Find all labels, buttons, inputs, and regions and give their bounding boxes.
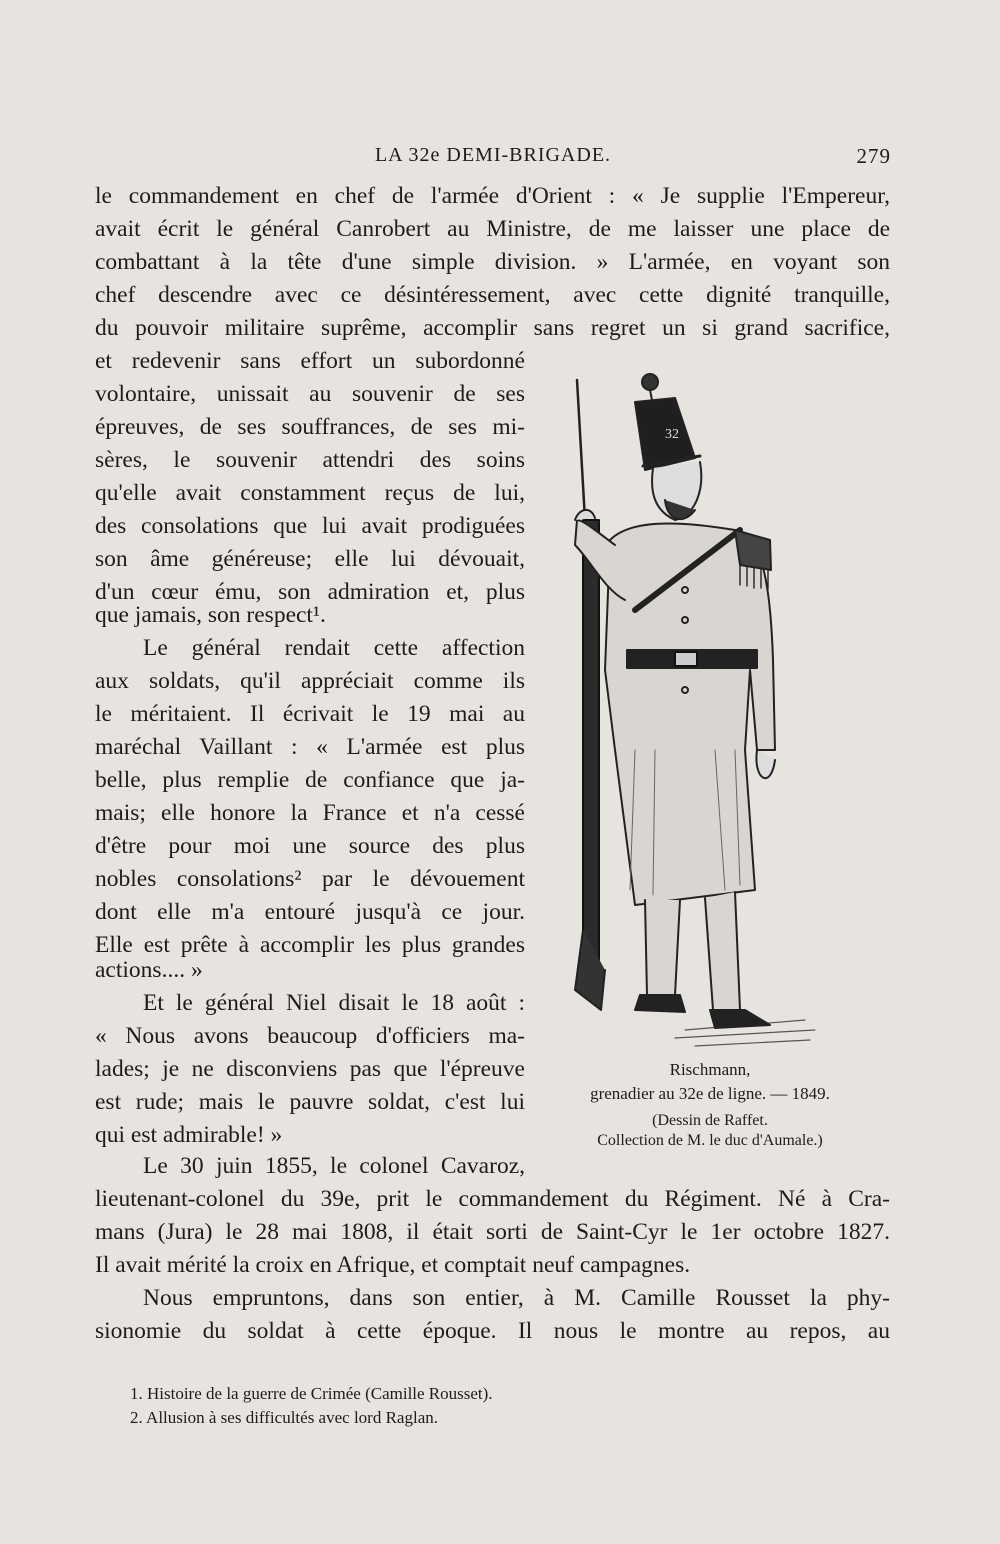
body-line: sionomie du soldat à cette époque. Il nous le montre au repos, au <box>95 1318 890 1344</box>
page-number: 279 <box>856 144 891 168</box>
body-line: « Nous avons beaucoup d'officiers ma- <box>95 1023 525 1049</box>
body-line: Elle est prête à accomplir les plus grandes <box>95 932 525 958</box>
footnote: 1. Histoire de la guerre de Crimée (Camille Rousset). <box>130 1384 493 1403</box>
body-line: épreuves, de ses souffrances, de ses mi- <box>95 414 525 440</box>
body-line: nobles consolations² par le dévouement <box>95 866 525 892</box>
shako-number: 32 <box>665 427 679 442</box>
caption-line: Collection de M. le duc d'Aumale.) <box>597 1132 823 1149</box>
body-line: du pouvoir militaire suprême, accomplir sans regret un si grand sacrifice, <box>95 315 890 341</box>
body-line: le méritaient. Il écrivait le 19 mai au <box>95 701 525 727</box>
footnote: 2. Allusion à ses difficultés avec lord Raglan. <box>130 1408 438 1427</box>
body-line: Et le général Niel disait le 18 août : <box>143 990 525 1016</box>
body-line: mais; elle honore la France et n'a cessé <box>95 800 525 826</box>
body-line: belle, plus remplie de confiance que ja- <box>95 767 525 793</box>
body-line: Le général rendait cette affection <box>143 635 525 661</box>
body-line: Il avait mérité la croix en Afrique, et comptait neuf campagnes. <box>95 1252 691 1278</box>
body-line: actions.... » <box>95 957 203 983</box>
body-line: Nous empruntons, dans son entier, à M. Camille Rousset la phy- <box>143 1285 890 1311</box>
body-line: et redevenir sans effort un subordonné <box>95 348 525 374</box>
body-line: qu'elle avait constamment reçus de lui, <box>95 480 525 506</box>
running-header <box>93 140 893 172</box>
caption-line: grenadier au 32e de ligne. — 1849. <box>590 1084 830 1103</box>
body-line: son âme généreuse; elle lui dévouait, <box>95 546 525 572</box>
body-line: aux soldats, qu'il appréciait comme ils <box>95 668 525 694</box>
body-line: d'un cœur ému, son admiration et, plus <box>95 579 525 605</box>
body-line: que jamais, son respect¹. <box>95 602 326 628</box>
body-line: avait écrit le général Canrobert au Ministre, de me laisser une place de <box>95 216 890 242</box>
caption-line: (Dessin de Raffet. <box>652 1112 768 1129</box>
body-line: d'être pour moi une source des plus <box>95 833 525 859</box>
body-line: dont elle m'a entouré jusqu'à ce jour. <box>95 899 525 925</box>
body-line: lades; je ne disconviens pas que l'épreuve <box>95 1056 525 1082</box>
body-line: volontaire, unissait au souvenir de ses <box>95 381 525 407</box>
running-title: LA 32e DEMI-BRIGADE. <box>374 144 612 166</box>
caption-line: Rischmann, <box>669 1060 751 1079</box>
body-line: le commandement en chef de l'armée d'Orient : « Je supplie l'Empereur, <box>95 183 890 209</box>
body-line: qui est admirable! » <box>95 1122 283 1148</box>
body-line: est rude; mais le pauvre soldat, c'est lui <box>95 1089 525 1115</box>
body-line: lieutenant-colonel du 39e, prit le commandement du Régiment. Né à Cra- <box>95 1186 890 1212</box>
body-line: Le 30 juin 1855, le colonel Cavaroz, <box>143 1153 525 1179</box>
body-line: mans (Jura) le 28 mai 1808, il était sorti de Saint-Cyr le 1er octobre 1827. <box>95 1219 890 1245</box>
body-line: chef descendre avec ce désintéressement, avec cette dignité tranquille, <box>95 282 890 308</box>
grenadier-illustration <box>535 370 825 1060</box>
body-line: combattant à la tête d'une simple division. » L'armée, en voyant son <box>95 249 890 275</box>
body-line: sères, le souvenir attendri des soins <box>95 447 525 473</box>
body-line: maréchal Vaillant : « L'armée est plus <box>95 734 525 760</box>
body-line: des consolations que lui avait prodiguées <box>95 513 525 539</box>
